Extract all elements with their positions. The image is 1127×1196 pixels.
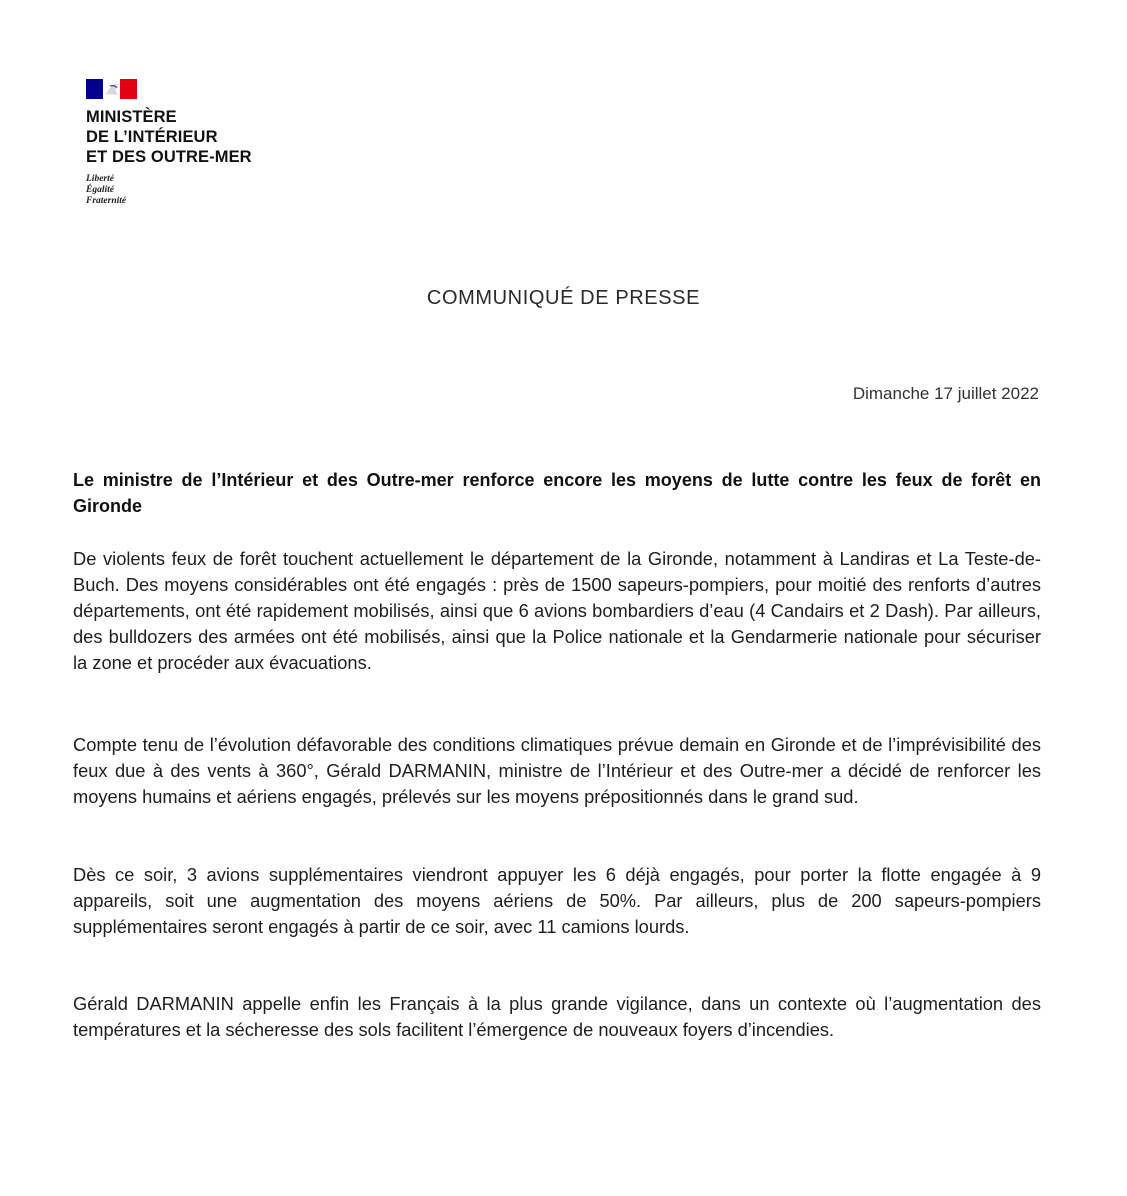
- ministry-name-line: MINISTÈRE: [86, 108, 177, 126]
- marianne-flag-icon: [86, 79, 137, 99]
- body-paragraph: Compte tenu de l’évolution défavorable des conditions climatiques prévue demain en Gironde et de l’imprévisibilité des feux due à des vents à 360°, Gérald DARMANIN, ministre de l’Intérieur et des Outre-mer a décidé de renforcer les moyens humains et aériens engagés, prélevés sur les moyens prépositionnés dans le grand sud.: [73, 734, 1041, 807]
- document-type-heading: COMMUNIQUÉ DE PRESSE: [426, 287, 701, 309]
- ministry-name-line: ET DES OUTRE-MER: [86, 148, 252, 166]
- ministry-logo: [86, 79, 306, 207]
- republic-motto: [86, 174, 306, 207]
- motto-line: Égalité: [86, 185, 114, 195]
- press-release-title: Le ministre de l’Intérieur et des Outre-mer renforce encore les moyens de lutte contre les feux de forêt en Gironde: [73, 470, 1041, 516]
- body-paragraph: Gérald DARMANIN appelle enfin les Français à la plus grande vigilance, dans un contexte où l’augmentation des températures et la sécheresse des sols facilitent l’émergence de nouveaux foyers d’incendies.: [73, 993, 1041, 1040]
- ministry-name: [86, 107, 306, 167]
- motto-line: Liberté: [86, 174, 114, 184]
- body-paragraph: De violents feux de forêt touchent actuellement le département de la Gironde, notamment à Landiras et La Teste-de-Buch. Des moyens considérables ont été engagés : près de 1500 sapeurs-pompiers, pour moitié des renforts d’autres départements, ont été rapidement mobilisés, ainsi que 6 avions bombardiers d’eau (4 Candairs et 2 Dash). Par ailleurs, des bulldozers des armées ont été mobilisés, ainsi que la Police nationale et la Gendarmerie nationale pour sécuriser la zone et procéder aux évacuations.: [73, 548, 1041, 673]
- motto-line: Fraternité: [86, 196, 127, 206]
- publication-date: Dimanche 17 juillet 2022: [852, 384, 1039, 403]
- ministry-name-line: DE L’INTÉRIEUR: [86, 128, 218, 146]
- body-paragraph: Dès ce soir, 3 avions supplémentaires viendront appuyer les 6 déjà engagés, pour porter la flotte engagée à 9 appareils, soit une augmentation des moyens aériens de 50%. Par ailleurs, plus de 200 sapeurs-pompiers supplémentaires seront engagés à partir de ce soir, avec 11 camions lourds.: [73, 864, 1041, 937]
